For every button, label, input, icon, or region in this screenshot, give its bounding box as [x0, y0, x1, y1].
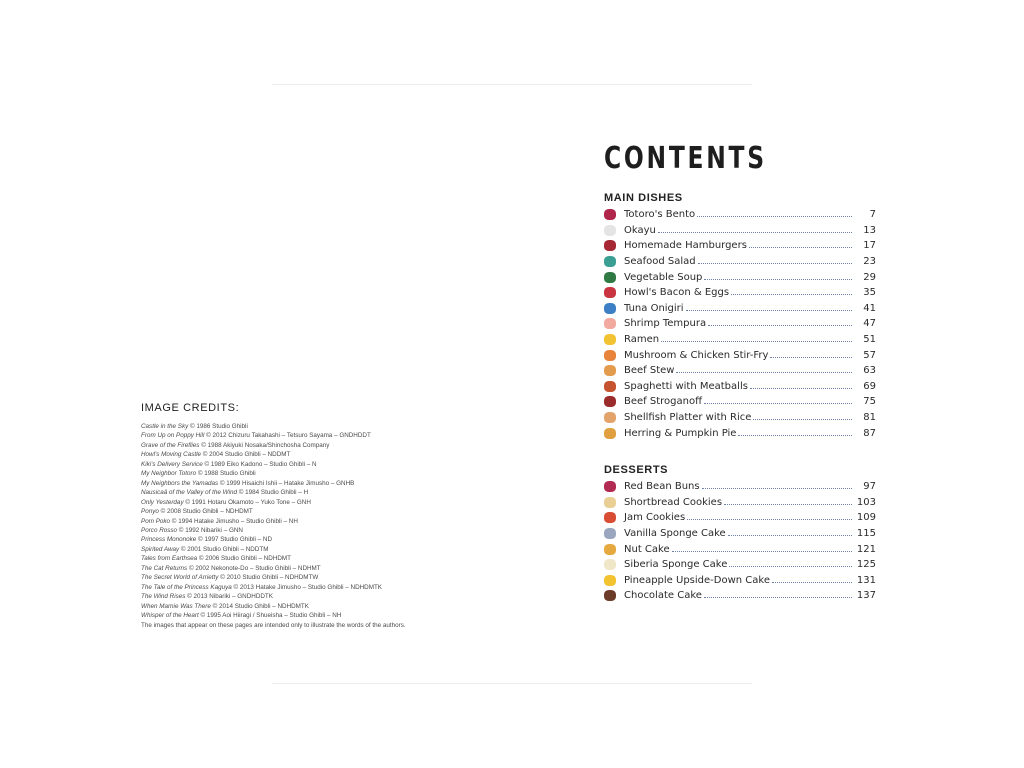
credit-text: © 1995 Aoi Hiiragi / Shueisha – Studio Ghibli – NH: [198, 612, 342, 620]
dotted-leader: [676, 370, 852, 373]
toc-page-number: 47: [863, 318, 876, 330]
toc-entry-title: Herring & Pumpkin Pie: [624, 427, 737, 439]
credit-line: [141, 488, 441, 497]
toc-page-number: 69: [863, 380, 876, 392]
image-credits: [141, 402, 441, 630]
credit-film-title: Pom Poko: [141, 517, 171, 525]
credit-film-title: My Neighbor Totoro: [141, 470, 197, 478]
dotted-leader: [772, 580, 852, 583]
credit-film-title: Whisper of the Heart: [141, 612, 199, 620]
toc-entry[interactable]: [604, 479, 876, 495]
vegetable-soup-icon: [604, 272, 616, 283]
toc-entry[interactable]: [604, 572, 876, 588]
dotted-leader: [704, 595, 852, 598]
toc-page-number: 57: [863, 349, 876, 361]
beef-stew-icon: [604, 365, 616, 376]
credit-text: © 2008 Studio Ghibli – NDHDMT: [158, 508, 253, 516]
jam-cookie-icon: [604, 512, 616, 523]
credit-line: [141, 498, 441, 507]
shrimp-icon: [604, 318, 616, 329]
onigiri-icon: [604, 303, 616, 314]
chocolate-cake-icon: [604, 590, 616, 601]
credit-line: [141, 469, 441, 478]
toc-entry[interactable]: [604, 332, 876, 348]
dotted-leader: [708, 323, 852, 326]
credit-text: © 2010 Studio Ghibli – NDHDMTW: [218, 574, 319, 582]
credit-film-title: Only Yesterday: [141, 498, 184, 506]
dotted-leader: [753, 417, 852, 420]
toc-entry-title: Vanilla Sponge Cake: [624, 527, 726, 539]
toc-page-number: 97: [863, 481, 876, 493]
dotted-leader: [728, 533, 852, 536]
toc-entry-title: Jam Cookies: [624, 512, 686, 524]
toc-entry[interactable]: [604, 526, 876, 542]
section-heading-main-dishes: MAIN DISHES: [604, 192, 683, 204]
toc-page-number: 41: [863, 302, 876, 314]
toc-page-number: 23: [863, 256, 876, 268]
red-bean-bun-icon: [604, 481, 616, 492]
dotted-leader: [738, 433, 852, 436]
toc-entry-title: Mushroom & Chicken Stir-Fry: [624, 349, 769, 361]
toc-entry-title: Vegetable Soup: [624, 271, 703, 283]
credit-film-title: From Up on Poppy Hill: [141, 432, 205, 440]
credit-film-title: Nausicaä of the Valley of the Wind: [141, 489, 237, 497]
credit-line: [141, 611, 441, 620]
dotted-leader: [686, 308, 852, 311]
credit-film-title: Porco Rosso: [141, 526, 178, 534]
toc-entry[interactable]: [604, 410, 876, 426]
pie-icon: [604, 428, 616, 439]
credit-line: [141, 621, 441, 630]
credit-film-title: Princess Mononoke: [141, 536, 197, 544]
toc-entry[interactable]: [604, 510, 876, 526]
credit-film-title: The Cat Returns: [141, 564, 188, 572]
ramen-icon: [604, 334, 616, 345]
toc-entry-title: Beef Stroganoff: [624, 396, 702, 408]
toc-entry-title: Shrimp Tempura: [624, 318, 707, 330]
credit-line: [141, 564, 441, 573]
credit-text: © 1994 Hatake Jimusho – Studio Ghibli – NH: [170, 517, 298, 525]
toc-entry[interactable]: [604, 285, 876, 301]
bottle-icon: [604, 396, 616, 407]
toc-entry[interactable]: [604, 238, 876, 254]
credit-text: © 1986 Studio Ghibli: [188, 423, 248, 430]
toc-page-number: 29: [863, 271, 876, 283]
toc-entry-title: Chocolate Cake: [624, 590, 702, 602]
dotted-leader: [749, 245, 852, 248]
toc-entry[interactable]: [604, 588, 876, 604]
credit-line: [141, 602, 441, 611]
credit-text: © 1988 Akiyuki Nosaka/Shinchosha Company: [199, 441, 330, 449]
credit-film-title: The Tale of the Princess Kaguya: [141, 583, 232, 591]
credit-text: © 1989 Eiko Kadono – Studio Ghibli – N: [202, 460, 317, 468]
credit-line: [141, 479, 441, 488]
toc-entry[interactable]: [604, 254, 876, 270]
toc-entry[interactable]: [604, 347, 876, 363]
bottom-rule: [272, 683, 752, 684]
credit-film-title: When Marnie Was There: [141, 602, 211, 610]
shellfish-icon: [604, 412, 616, 423]
dotted-leader: [770, 355, 852, 358]
credit-film-title: The Wind Rises: [141, 593, 186, 601]
toc-entry-title: Pineapple Upside-Down Cake: [624, 574, 770, 586]
toc-entry[interactable]: [604, 269, 876, 285]
toc-entry-title: Howl's Bacon & Eggs: [624, 287, 730, 299]
toc-entry-title: Seafood Salad: [624, 256, 696, 268]
toc-page-number: 109: [856, 512, 876, 524]
toc-entry[interactable]: [604, 495, 876, 511]
dotted-leader: [658, 230, 852, 233]
toc-entry[interactable]: [604, 394, 876, 410]
credit-text: © 2001 Studio Ghibli – NDDTM: [179, 545, 269, 553]
credit-text: © 1997 Studio Ghibli – ND: [196, 536, 273, 544]
credits-list: [141, 422, 441, 630]
credit-text: © 2004 Studio Ghibli – NDDMT: [201, 451, 291, 459]
cookie-icon: [604, 497, 616, 508]
credit-line: [141, 583, 441, 592]
credit-text: The images that appear on these pages are intended only to illustrate the words of the authors.: [141, 621, 406, 629]
toc-entry-title: Nut Cake: [624, 543, 670, 555]
dotted-leader: [687, 517, 852, 520]
credit-line: [141, 422, 441, 431]
toc-entry[interactable]: [604, 541, 876, 557]
toc-entry-title: Totoro's Bento: [624, 209, 696, 221]
dotted-leader: [731, 292, 852, 295]
toc-page-number: 115: [856, 527, 876, 539]
dotted-leader: [729, 564, 852, 567]
toc-page-number: 7: [869, 209, 876, 221]
toc-entry-title: Shortbread Cookies: [624, 496, 723, 508]
credit-text: © 1999 Hisaichi Ishii – Hatake Jimusho – GNHB: [218, 479, 355, 487]
toc-page-number: 35: [863, 287, 876, 299]
credit-line: [141, 545, 441, 554]
credit-line: [141, 554, 441, 563]
credit-line: [141, 431, 441, 440]
credit-film-title: Spirited Away: [141, 545, 180, 553]
dotted-leader: [702, 486, 852, 489]
chicken-icon: [604, 350, 616, 361]
toc-entry-title: Okayu: [624, 224, 656, 236]
toc-entry[interactable]: [604, 223, 876, 239]
sponge-cake-icon: [604, 528, 616, 539]
toc-entry-title: Siberia Sponge Cake: [624, 559, 728, 571]
toc-entry-title: Red Bean Buns: [624, 481, 700, 493]
nut-cake-icon: [604, 544, 616, 555]
table-of-contents: [604, 139, 876, 604]
seafood-salad-icon: [604, 256, 616, 267]
toc-entry[interactable]: [604, 379, 876, 395]
toc-entry-title: Tuna Onigiri: [624, 302, 684, 314]
toc-page-number: 125: [856, 559, 876, 571]
toc-page-number: 121: [856, 543, 876, 555]
toc-page-number: 75: [863, 396, 876, 408]
toc-page-number: 81: [863, 412, 876, 424]
toc-entry-title: Spaghetti with Meatballs: [624, 380, 748, 392]
pineapple-cake-icon: [604, 575, 616, 586]
toc-entry[interactable]: [604, 425, 876, 441]
bento-icon: [604, 209, 616, 220]
toc-page-number: 137: [856, 590, 876, 602]
credit-film-title: Tales from Earthsea: [141, 555, 198, 563]
credit-film-title: My Neighbors the Yamadas: [141, 479, 219, 487]
bacon-eggs-icon: [604, 287, 616, 298]
credit-film-title: Ponyo: [141, 508, 159, 516]
toc-page-number: 103: [856, 496, 876, 508]
credit-text: © 1984 Studio Ghibli – H: [236, 489, 309, 497]
credit-film-title: Kiki's Delivery Service: [141, 460, 203, 468]
toc-page-number: 17: [863, 240, 876, 252]
credit-text: © 1988 Studio Ghibli: [196, 470, 256, 478]
contents-title: CONTENTS: [604, 141, 767, 176]
toc-entry-title: Beef Stew: [624, 365, 675, 377]
rice-porridge-icon: [604, 225, 616, 236]
credit-line: [141, 517, 441, 526]
toc-page-number: 87: [863, 427, 876, 439]
credit-text: © 1991 Hotaru Okamoto – Yuko Tone – GNH: [183, 498, 311, 506]
section-heading-desserts: DESSERTS: [604, 463, 669, 476]
toc-page-number: 131: [856, 574, 876, 586]
credit-text: © 1992 Nibariki – GNN: [177, 526, 243, 534]
toc-entry-title: Ramen: [624, 334, 660, 346]
credit-line: [141, 441, 441, 450]
credit-text: © 2012 Chizuru Takahashi – Tetsuro Sayama – GNDHDDT: [204, 432, 371, 440]
toc-page-number: 51: [863, 334, 876, 346]
credit-line: [141, 450, 441, 459]
top-rule: [272, 84, 752, 85]
toc-entry-title: Homemade Hamburgers: [624, 240, 747, 252]
credits-title: IMAGE CREDITS:: [141, 402, 240, 414]
dotted-leader: [698, 261, 852, 264]
credit-film-title: Grave of the Fireflies: [141, 441, 200, 449]
credit-text: © 2002 Nekonote-Do – Studio Ghibli – NDHMT: [187, 564, 321, 572]
dotted-leader: [672, 549, 852, 552]
toc-entry[interactable]: [604, 363, 876, 379]
toc-page-number: 13: [863, 224, 876, 236]
credit-text: © 2013 Hatake Jimusho – Studio Ghibli – NDHDMTK: [231, 583, 383, 591]
credit-line: [141, 535, 441, 544]
credit-line: [141, 573, 441, 582]
dotted-leader: [704, 277, 852, 280]
dotted-leader: [697, 214, 852, 217]
credit-line: [141, 592, 441, 601]
main-dishes-list: [604, 207, 876, 441]
credit-text: © 2006 Studio Ghibli – NDHDMT: [197, 555, 292, 563]
toc-entry-title: Shellfish Platter with Rice: [624, 412, 752, 424]
toc-entry[interactable]: [604, 316, 876, 332]
credit-film-title: Howl's Moving Castle: [141, 451, 201, 459]
credit-line: [141, 526, 441, 535]
toc-entry[interactable]: [604, 301, 876, 317]
credit-line: [141, 507, 441, 516]
dotted-leader: [704, 401, 852, 404]
dotted-leader: [750, 386, 852, 389]
credit-text: © 2013 Nibariki – GNDHDDTK: [185, 593, 273, 601]
dotted-leader: [661, 339, 852, 342]
toc-page-number: 63: [863, 365, 876, 377]
credit-text: © 2014 Studio Ghibli – NDHDMTK: [210, 602, 309, 610]
toc-entry[interactable]: [604, 207, 876, 223]
credit-film-title: Castle in the Sky: [141, 423, 189, 430]
credit-film-title: The Secret World of Arrietty: [141, 574, 219, 582]
credit-line: [141, 460, 441, 469]
hamburger-icon: [604, 240, 616, 251]
dotted-leader: [724, 502, 852, 505]
meatballs-icon: [604, 381, 616, 392]
desserts-list: [604, 479, 876, 604]
toc-entry[interactable]: [604, 557, 876, 573]
siberia-cake-icon: [604, 559, 616, 570]
